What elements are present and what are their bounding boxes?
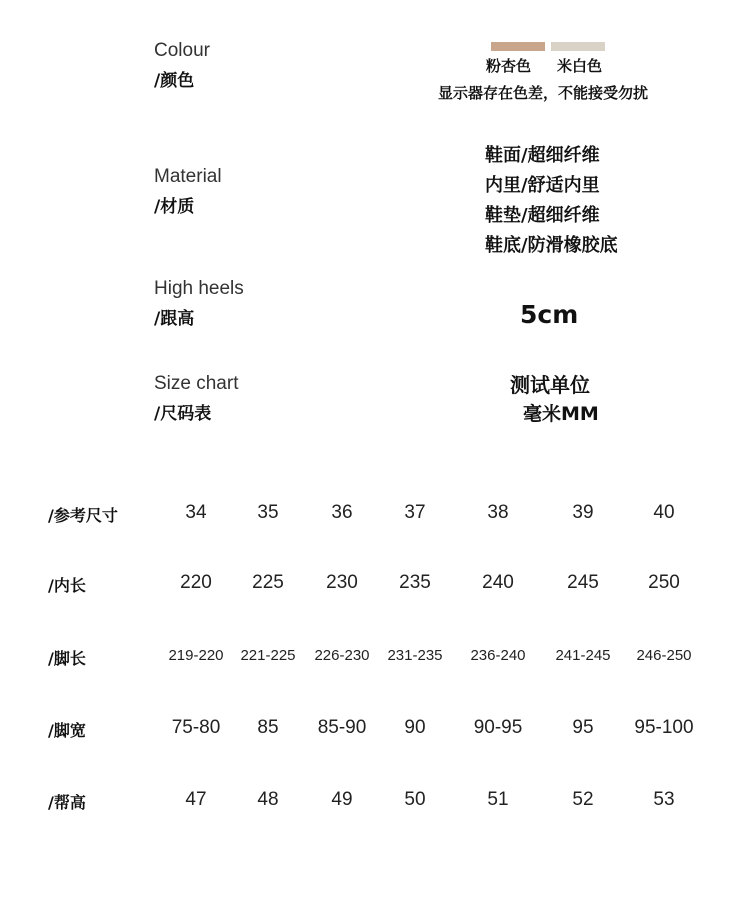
row-label: /脚宽: [48, 721, 86, 740]
table-cell: 240: [482, 572, 514, 593]
swatch-name-1: 粉杏色: [486, 57, 532, 75]
table-cell: 50: [404, 789, 426, 810]
row-label: /帮高: [48, 793, 86, 812]
material-item: 鞋面/超细纤维: [485, 145, 600, 166]
material-label-cn: /材质: [154, 197, 195, 217]
table-cell: 90: [404, 717, 426, 738]
table-cell: 35: [257, 502, 279, 523]
table-cell: 231-235: [387, 647, 443, 664]
table-cell: 225: [252, 572, 284, 593]
size-chart-label-cn: /尺码表: [154, 404, 212, 424]
unit-line-2: 毫米MM: [523, 403, 599, 425]
table-cell: 53: [653, 789, 675, 810]
table-cell: 51: [487, 789, 509, 810]
colour-note: 显示器存在色差，不能接受勿扰: [438, 84, 649, 102]
table-cell: 39: [572, 502, 594, 523]
table-cell: 221-225: [240, 647, 296, 664]
table-cell: 47: [185, 789, 207, 810]
material-item: 鞋底/防滑橡胶底: [485, 235, 618, 256]
swatch-name-2: 米白色: [557, 57, 603, 75]
unit-line-1: 测试单位: [510, 373, 590, 397]
table-cell: 246-250: [636, 647, 692, 664]
table-cell: 85-90: [317, 717, 367, 738]
table-cell: 95-100: [634, 717, 694, 738]
table-cell: 34: [185, 502, 207, 523]
heels-label-cn: /跟高: [154, 309, 195, 329]
table-cell: 250: [648, 572, 680, 593]
material-label-en: Material: [154, 166, 222, 187]
table-cell: 245: [567, 572, 599, 593]
swatch-off-white: [551, 42, 605, 51]
colour-label-cn: /颜色: [154, 71, 195, 91]
colour-label-en: Colour: [154, 40, 210, 61]
table-cell: 85: [257, 717, 279, 738]
table-cell: 40: [653, 502, 675, 523]
table-cell: 219-220: [168, 647, 224, 664]
table-cell: 48: [257, 789, 279, 810]
table-cell: 235: [399, 572, 431, 593]
heels-label-en: High heels: [154, 278, 244, 299]
table-cell: 90-95: [473, 717, 523, 738]
table-cell: 36: [331, 502, 353, 523]
row-label: /参考尺寸: [48, 506, 118, 525]
table-cell: 49: [331, 789, 353, 810]
table-cell: 236-240: [470, 647, 526, 664]
heel-height-value: 5cm: [520, 300, 579, 329]
table-cell: 230: [326, 572, 358, 593]
table-cell: 226-230: [314, 647, 370, 664]
table-cell: 220: [180, 572, 212, 593]
table-cell: 38: [487, 502, 509, 523]
table-cell: 95: [572, 717, 594, 738]
material-item: 鞋垫/超细纤维: [485, 205, 600, 226]
row-label: /脚长: [48, 649, 86, 668]
table-cell: 52: [572, 789, 594, 810]
swatch-pink-apricot: [491, 42, 545, 51]
size-chart-label-en: Size chart: [154, 373, 239, 394]
table-cell: 37: [404, 502, 426, 523]
row-label: /内长: [48, 576, 86, 595]
table-cell: 241-245: [555, 647, 611, 664]
material-item: 内里/舒适内里: [485, 175, 600, 196]
table-cell: 75-80: [171, 717, 221, 738]
